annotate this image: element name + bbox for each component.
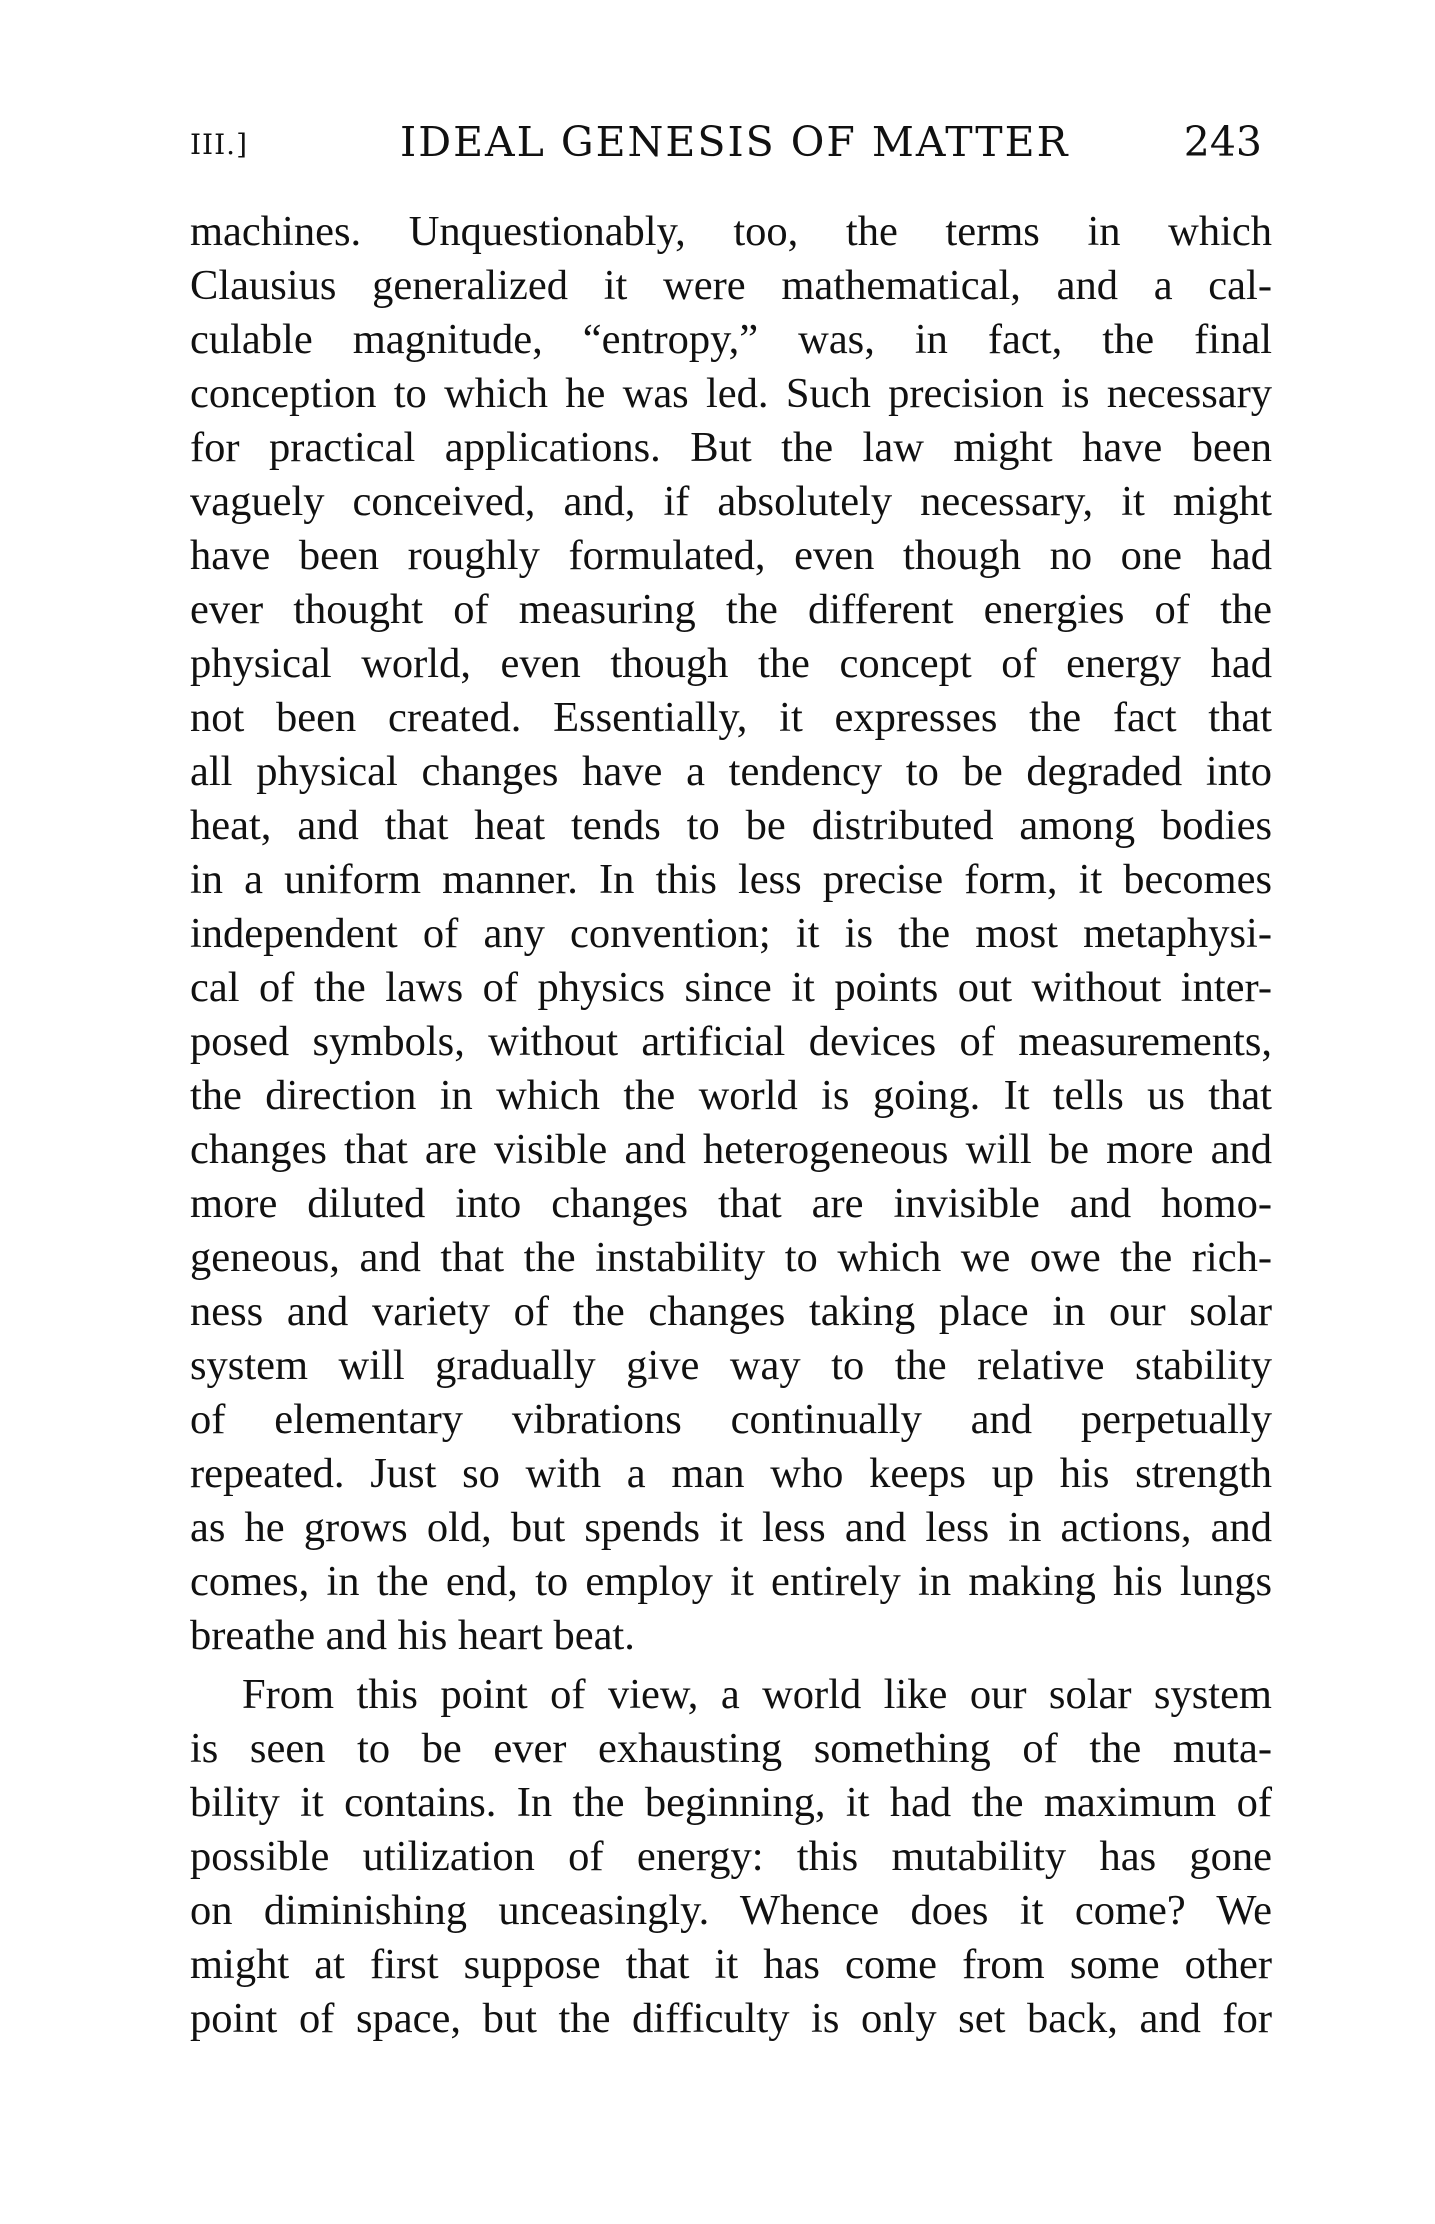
text-line: vaguely conceived, and, if absolutely necessary, it might bbox=[190, 478, 1272, 525]
text-line: ness and variety of the changes taking place in our solar bbox=[190, 1288, 1272, 1335]
running-title: IDEAL GENESIS OF MATTER bbox=[400, 118, 1070, 166]
page-number: 243 bbox=[1183, 118, 1262, 166]
text-line: physical world, even though the concept of energy had bbox=[190, 640, 1272, 687]
paragraph bbox=[190, 1668, 1272, 2046]
text-line: the direction in which the world is going. It tells us that bbox=[190, 1072, 1272, 1119]
text-line: is seen to be ever exhausting something of the muta- bbox=[190, 1725, 1272, 1772]
paragraph bbox=[190, 205, 1272, 1663]
text-line: changes that are visible and heterogeneous will be more and bbox=[190, 1126, 1272, 1173]
text-line: point of space, but the difficulty is only set back, and for bbox=[190, 1995, 1272, 2042]
text-line: From this point of view, a world like our solar system bbox=[242, 1671, 1272, 1718]
text-line: as he grows old, but spends it less and less in actions, and bbox=[190, 1504, 1272, 1551]
text-line: have been roughly formulated, even though no one had bbox=[190, 532, 1272, 579]
text-line: independent of any convention; it is the most metaphysi- bbox=[190, 910, 1272, 957]
text-line: might at first suppose that it has come from some other bbox=[190, 1941, 1272, 1988]
body-text bbox=[190, 205, 1272, 2046]
text-line: heat, and that heat tends to be distributed among bodies bbox=[190, 802, 1272, 849]
text-line: conception to which he was led. Such precision is necessary bbox=[190, 370, 1272, 417]
text-line: system will gradually give way to the relative stability bbox=[190, 1342, 1272, 1389]
text-line: posed symbols, without artificial devices of measurements, bbox=[190, 1018, 1272, 1065]
text-line: breathe and his heart beat. bbox=[190, 1612, 635, 1659]
text-line: repeated. Just so with a man who keeps up his strength bbox=[190, 1450, 1272, 1497]
text-line: ever thought of measuring the different energies of the bbox=[190, 586, 1272, 633]
text-line: more diluted into changes that are invisible and homo- bbox=[190, 1180, 1272, 1227]
text-line: culable magnitude, “entropy,” was, in fact, the final bbox=[190, 316, 1272, 363]
text-line: in a uniform manner. In this less precise form, it becomes bbox=[190, 856, 1272, 903]
chapter-marker: III.] bbox=[190, 128, 249, 161]
running-header bbox=[190, 118, 1270, 178]
text-line: Clausius generalized it were mathematical, and a cal- bbox=[190, 262, 1272, 309]
text-line: geneous, and that the instability to which we owe the rich- bbox=[190, 1234, 1272, 1281]
text-line: on diminishing unceasingly. Whence does it come? We bbox=[190, 1887, 1272, 1934]
text-line: of elementary vibrations continually and perpetually bbox=[190, 1396, 1272, 1443]
text-line: machines. Unquestionably, too, the terms in which bbox=[190, 208, 1272, 255]
text-line: comes, in the end, to employ it entirely in making his lungs bbox=[190, 1558, 1272, 1605]
text-line: possible utilization of energy: this mutability has gone bbox=[190, 1833, 1272, 1880]
text-line: for practical applications. But the law might have been bbox=[190, 424, 1272, 471]
text-line: bility it contains. In the beginning, it had the maximum of bbox=[190, 1779, 1272, 1826]
text-line: cal of the laws of physics since it points out without inter- bbox=[190, 964, 1272, 1011]
text-line: not been created. Essentially, it expresses the fact that bbox=[190, 694, 1272, 741]
text-line: all physical changes have a tendency to be degraded into bbox=[190, 748, 1272, 795]
